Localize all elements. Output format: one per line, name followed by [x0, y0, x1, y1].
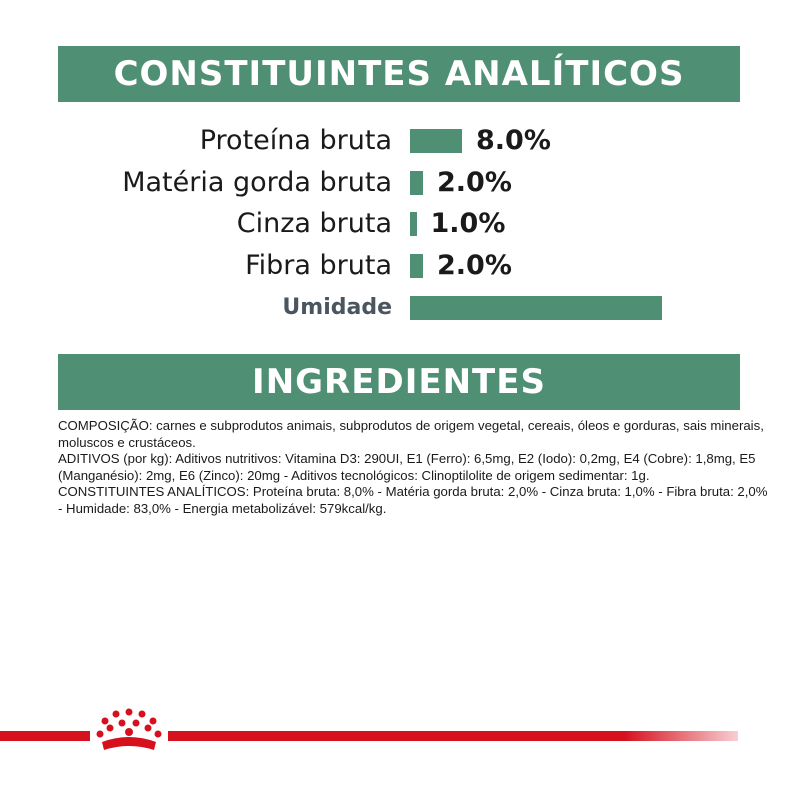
ingredients-text	[58, 418, 770, 517]
nutrient-bar	[410, 171, 423, 195]
analytic-paragraph: CONSTITUINTES ANALÍTICOS: Proteína bruta: 8,0% - Matéria gorda bruta: 2,0% - Cinza bruta: 1,0% - Fibra bruta: 2,0% - Humidade: 83,0% - Energia metabolizável: 579kcal/kg.	[58, 484, 768, 516]
nutrient-bar	[410, 212, 417, 236]
analytic-section-title: CONSTITUINTES ANALÍTICOS	[58, 46, 740, 102]
moisture-bar	[410, 296, 662, 320]
nutrient-bar	[410, 129, 462, 153]
nutrient-row-fiber	[0, 246, 800, 286]
nutrient-label: Umidade	[282, 295, 392, 320]
composition-paragraph: COMPOSIÇÃO: carnes e subprodutos animais, subprodutos de origem vegetal, cereais, óleos e gorduras, sais minerais, moluscos e crustáceos.	[58, 418, 764, 450]
footer-divider-right	[168, 731, 738, 741]
nutrient-label: Fibra bruta	[245, 250, 392, 281]
ingredients-section-title: INGREDIENTES	[58, 354, 740, 410]
nutrient-bar	[410, 254, 423, 278]
nutrient-row-ash	[0, 204, 800, 244]
nutrient-row-protein	[0, 121, 800, 161]
nutrient-value: 2.0%	[437, 250, 512, 281]
crown-icon	[92, 708, 166, 754]
nutrient-label: Proteína bruta	[199, 125, 392, 156]
nutrient-row-fat	[0, 163, 800, 203]
nutrient-value: 2.0%	[437, 167, 512, 198]
nutrient-value: 8.0%	[476, 125, 551, 156]
nutrient-row-moisture	[0, 288, 800, 328]
nutrient-value: 1.0%	[430, 208, 506, 239]
nutrient-label: Matéria gorda bruta	[122, 167, 392, 198]
nutrient-label: Cinza bruta	[236, 208, 392, 239]
additives-paragraph: ADITIVOS (por kg): Aditivos nutritivos: Vitamina D3: 290UI, E1 (Ferro): 6,5mg, E2 (Iodo): 0,2mg, E4 (Cobre): 1,8mg, E5 (Manganésio): 2mg, E6 (Zinco): 20mg - Aditivos tecnológicos: Clinoptilolite de origem sedimentar: 1g.	[58, 451, 756, 483]
footer-divider-left	[0, 731, 90, 741]
